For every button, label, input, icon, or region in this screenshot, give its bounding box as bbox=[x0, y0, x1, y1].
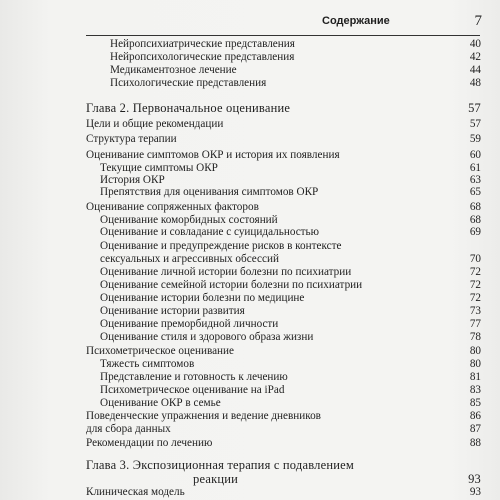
toc-entry-text: Нейропсихиатрические представления bbox=[110, 38, 295, 50]
toc-entry-page: 61 bbox=[469, 162, 481, 174]
toc-entry-page: 72 bbox=[469, 266, 481, 278]
toc-entry-text: Медикаментозное лечение bbox=[110, 64, 237, 76]
toc-entry-text: Оценивание семейной истории болезни по психиатрии bbox=[100, 279, 363, 291]
toc-entry-text: для сбора данных bbox=[86, 423, 171, 435]
toc-entry-page: 77 bbox=[469, 318, 481, 330]
toc-entry-page: 70 bbox=[469, 253, 481, 265]
toc-entry-text: Тяжесть симптомов bbox=[100, 358, 195, 370]
toc-entry-text: Текущие симптомы ОКР bbox=[100, 162, 218, 174]
toc-entry-page: 78 bbox=[469, 331, 481, 343]
toc-entry-text: Поведенческие упражнения и ведение дневников bbox=[86, 410, 321, 422]
toc-entry-text: Оценивание коморбидных состояний bbox=[100, 214, 278, 226]
running-header bbox=[322, 15, 482, 33]
toc-entry-page: 73 bbox=[469, 305, 481, 317]
toc-entry-text: Оценивание личной истории болезни по психиатрии bbox=[100, 266, 352, 278]
toc-entry-text: Оценивание и предупреждение рисков в контексте bbox=[100, 240, 342, 252]
toc-entry-text: Психологические представления bbox=[110, 77, 267, 89]
toc-entry-text: Структура терапии bbox=[86, 133, 177, 145]
toc-chapter-text: Глава 2. Первоначальное оценивание bbox=[86, 101, 291, 115]
toc-entry-page: 69 bbox=[469, 226, 481, 238]
toc-entry-text: Рекомендации по лечению bbox=[86, 437, 213, 449]
toc-entry-page: 63 bbox=[469, 174, 481, 186]
toc-entry-text: Психометрическое оценивание bbox=[86, 345, 234, 357]
toc-entry-page: 44 bbox=[469, 64, 481, 76]
toc-entry-text: Оценивание и совладание с суицидальностью bbox=[100, 226, 320, 238]
toc-entry-text: Оценивание истории болезни по медицине bbox=[100, 292, 305, 304]
toc-chapter-text: Глава 3. Экспозиционная терапия с подавлением bbox=[86, 458, 354, 472]
toc-entry-page: 68 bbox=[469, 201, 481, 213]
header-rule bbox=[86, 35, 480, 36]
toc-entry-text: История ОКР bbox=[100, 174, 165, 186]
toc-entry-page: 87 bbox=[469, 423, 481, 435]
toc-entry-text: Оценивание симптомов ОКР и история их появления bbox=[86, 149, 340, 161]
toc-entry-page: 85 bbox=[469, 397, 481, 409]
toc-entry-text: Клиническая модель bbox=[86, 486, 185, 498]
toc-entry-page: 93 bbox=[468, 472, 481, 486]
toc-entry-page: 72 bbox=[469, 279, 481, 291]
page-number: 7 bbox=[474, 13, 482, 29]
toc-entry-text: Оценивание истории развития bbox=[100, 305, 245, 317]
toc-entry-text: Оценивание ОКР в семье bbox=[100, 397, 221, 409]
running-header-title: Содержание bbox=[322, 15, 390, 27]
toc-entry-page: 40 bbox=[469, 38, 481, 50]
toc-entry-text: сексуальных и агрессивных обсессий bbox=[100, 253, 279, 265]
toc-entry-page: 57 bbox=[469, 118, 481, 130]
toc-entry-page: 60 bbox=[469, 149, 481, 161]
toc-chapter-text: реакции bbox=[193, 472, 239, 486]
toc-entry-page: 93 bbox=[469, 486, 481, 498]
toc-entry-page: 72 bbox=[469, 292, 481, 304]
toc-entry-text: Нейропсихологические представления bbox=[110, 51, 295, 63]
toc-entry-text: Оценивание сопряженных факторов bbox=[86, 201, 259, 213]
toc-entry-page: 57 bbox=[468, 101, 481, 115]
toc-entry-page: 65 bbox=[469, 186, 481, 198]
toc-entry-text: Психометрическое оценивание на iPad bbox=[100, 384, 285, 396]
toc-entry-page: 80 bbox=[469, 345, 481, 357]
toc-entry-text: Оценивание преморбидной личности bbox=[100, 318, 279, 330]
toc-entry-page: 86 bbox=[469, 410, 481, 422]
toc-entry-text: Представление и готовность к лечению bbox=[100, 371, 288, 383]
toc-entry-page: 88 bbox=[469, 437, 481, 449]
toc-entry-page: 59 bbox=[469, 133, 481, 145]
toc-entry-text: Оценивание стиля и здорового образа жизни bbox=[100, 331, 314, 343]
toc-entry-text: Цели и общие рекомендации bbox=[86, 118, 224, 130]
toc-entry-page: 42 bbox=[469, 51, 481, 63]
toc-entry-page: 81 bbox=[469, 371, 481, 383]
toc-entry-page: 68 bbox=[469, 214, 481, 226]
toc-entry-page: 80 bbox=[469, 358, 481, 370]
toc-entry-text: Препятствия для оценивания симптомов ОКР bbox=[100, 186, 319, 198]
toc-entry-page: 83 bbox=[469, 384, 481, 396]
toc-entry-page: 48 bbox=[469, 77, 481, 89]
